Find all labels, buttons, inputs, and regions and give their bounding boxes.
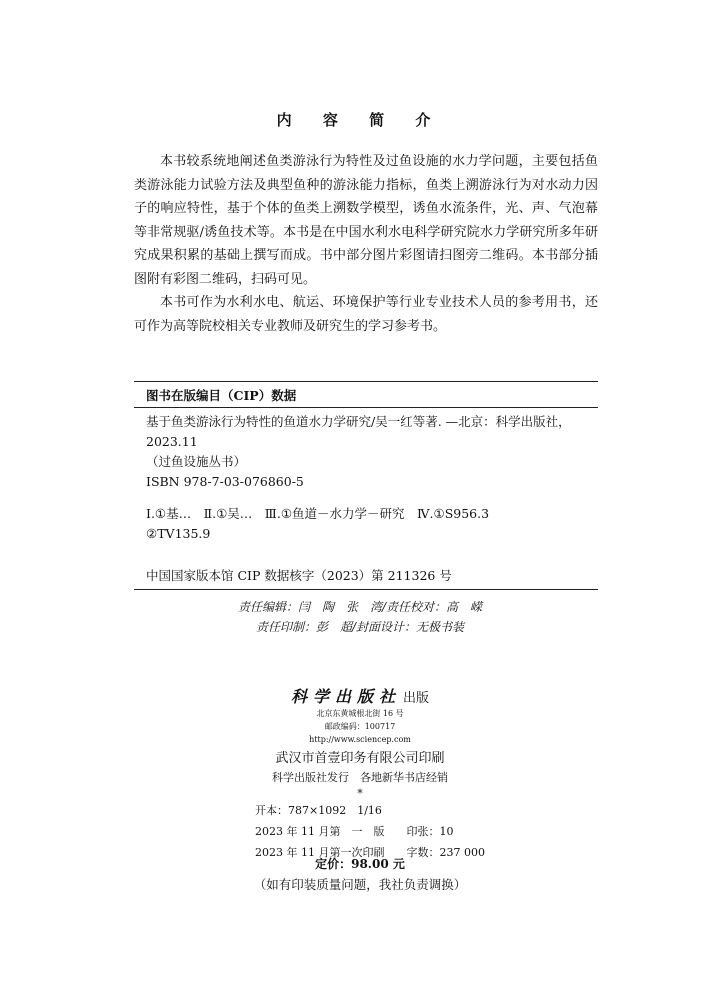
cip-block xyxy=(146,412,586,544)
publisher-block xyxy=(0,684,720,801)
editors-block xyxy=(0,597,720,637)
cip-classification-2: ②TV135.9 xyxy=(146,526,211,541)
publisher-line xyxy=(0,684,720,707)
printer-name: 武汉市首壹印务有限公司印刷 xyxy=(275,751,445,766)
book-specs xyxy=(255,800,505,863)
cip-citation: 基于鱼类游泳行为特性的鱼道水力学研究/吴一红等著. —北京：科学出版社，2023.11 xyxy=(146,414,571,449)
cip-isbn: ISBN 978-7-03-076860-5 xyxy=(146,474,304,489)
summary-paragraph-2: 本书可作为水利水电、航运、环境保护等行业专业技术人员的参考用书，还可作为高等院校相关专业教师及研究生的学习参考书。 xyxy=(134,295,598,334)
spec-edition: 2023 年 11 月第 一 版 印张：10 xyxy=(255,825,454,838)
cip-heading: 图书在版编目（CIP）数据 xyxy=(134,381,598,408)
spec-printing: 2023 年 11 月第一次印刷 字数：237 000 xyxy=(255,846,485,859)
cip-series: （过鱼设施丛书） xyxy=(146,454,247,469)
editors-line-1: 责任编辑：闫 陶 张 湾/责任校对：高 嵘 xyxy=(237,600,483,614)
summary-paragraph-1: 本书较系统地阐述鱼类游泳行为特性及过鱼设施的水力学问题，主要包括鱼类游泳能力试验方法及典型鱼种的游泳能力指标，鱼类上溯游泳行为对水动力因子的响应特性，基于个体的鱼类上溯数学模型，诱鱼水流条件，光、声、气泡幕等非常规驱/诱鱼技术等。本书是在中国水利水电科学研究院水力学研究所多年研究成果积累的基础上撰写而成。书中部分图片彩图请扫图旁二维码。本书部分插图附有彩图二维码，扫码可见。 xyxy=(134,154,598,287)
publisher-suffix: 出版 xyxy=(403,691,430,706)
publisher-name: 科学出版社 xyxy=(290,687,401,706)
publisher-url: http://www.sciencep.com xyxy=(309,735,411,744)
summary-body xyxy=(134,150,598,338)
summary-title: 内 容 简 介 xyxy=(276,111,444,129)
editors-line-2: 责任印制：彭 超/封面设计：无极书装 xyxy=(255,620,465,634)
cip-classification-1: Ⅰ.①基… Ⅱ.①吴… Ⅲ.①鱼道－水力学－研究 Ⅳ.①S956.3 xyxy=(146,506,490,521)
distribution-line: 科学出版社发行 各地新华书店经销 xyxy=(272,771,448,784)
cip-record-number: 中国国家版本馆 CIP 数据核字（2023）第 211326 号 xyxy=(134,566,598,590)
price: 定价：98.00 元 xyxy=(315,857,405,871)
publisher-address: 北京东黄城根北街 16 号 xyxy=(316,709,404,718)
quality-note: （如有印装质量问题，我社负责调换） xyxy=(253,877,467,892)
separator-star: * xyxy=(357,787,363,800)
spec-format: 开本：787×1092 1/16 xyxy=(255,804,382,817)
publisher-postcode: 邮政编码：100717 xyxy=(324,722,396,731)
